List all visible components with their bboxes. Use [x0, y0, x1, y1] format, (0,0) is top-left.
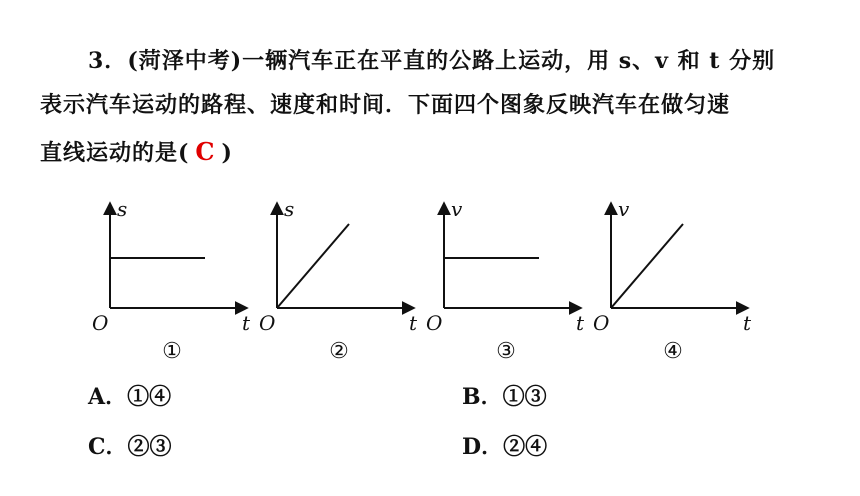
option-c[interactable] — [88, 430, 172, 461]
graph-layer — [92, 197, 752, 364]
option-b-value: ①③ — [502, 384, 547, 410]
x-axis-label-1: t — [242, 311, 251, 335]
question-text-1: 一辆汽车正在平直的公路上运动，用 s、v 和 t 分别 — [242, 48, 776, 74]
option-c-letter: C． — [88, 434, 128, 460]
graph-line-2 — [277, 224, 349, 308]
graphs-figure — [90, 196, 770, 368]
question-line-1 — [88, 44, 775, 75]
option-a-letter: A． — [88, 384, 128, 410]
option-d[interactable] — [462, 430, 547, 461]
y-axis-label-4: v — [618, 197, 630, 221]
question-number: 3． — [88, 48, 128, 74]
question-line-2 — [40, 88, 730, 119]
graph-number-1: ① — [162, 339, 182, 364]
option-c-value: ②③ — [127, 434, 172, 460]
graph-number-4: ④ — [663, 339, 683, 364]
origin-label-2: O — [259, 311, 276, 335]
origin-label-1: O — [92, 311, 109, 335]
y-axis-label-3: v — [451, 197, 463, 221]
question-text-2: 表示汽车运动的路程、速度和时间．下面四个图象反映汽车在做匀速 — [40, 92, 731, 118]
graph-number-2: ② — [329, 339, 349, 364]
answer-mark: C — [195, 137, 216, 166]
graph-line-4 — [611, 224, 683, 308]
y-axis-label-1: s — [117, 197, 128, 221]
graph-number-3: ③ — [496, 339, 516, 364]
origin-label-4: O — [593, 311, 610, 335]
x-axis-label-3: t — [576, 311, 585, 335]
origin-label-3: O — [426, 311, 443, 335]
question-text-3: 直线运动的是( — [40, 140, 190, 166]
option-a-value: ①④ — [127, 384, 172, 410]
question-line-3 — [40, 136, 233, 167]
option-d-letter: D． — [462, 434, 504, 460]
y-axis-label-2: s — [284, 197, 295, 221]
question-source: (菏泽中考) — [127, 48, 243, 74]
option-d-value: ②④ — [503, 434, 548, 460]
x-axis-label-2: t — [409, 311, 418, 335]
question-text-3-end: ) — [221, 140, 233, 166]
option-a[interactable] — [88, 380, 171, 411]
option-b[interactable] — [462, 380, 547, 411]
option-b-letter: B． — [462, 384, 503, 410]
x-axis-label-4: t — [743, 311, 752, 335]
